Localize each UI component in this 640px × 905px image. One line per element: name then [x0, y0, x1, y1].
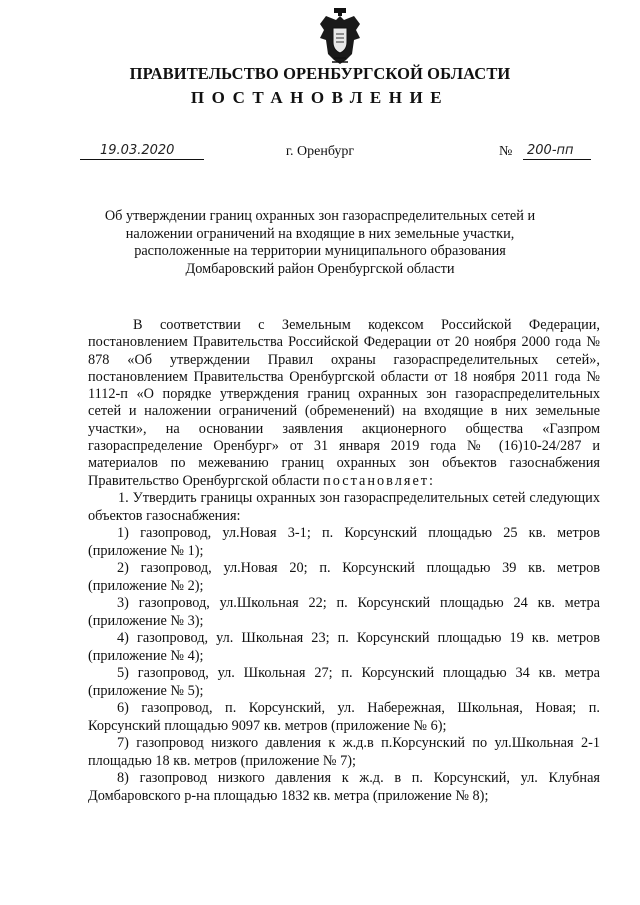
list-item: 8) газопровод низкого давления к ж.д. в п. Корсунский, ул. Клубная Домбаровского р-на площадью 1832 кв. метра (приложение № 8); [88, 770, 600, 804]
number-value: 200-пп [527, 143, 574, 158]
list-item: 4) газопровод, ул. Школьная 23; п. Корсунский площадью 19 кв. метров (приложение № 4); [88, 630, 600, 664]
point-1: 1. Утвердить границы охранных зон газораспределительных сетей следующих объектов газоснабжения: [88, 490, 600, 524]
document-type: ПОСТАНОВЛЕНИЕ [190, 88, 450, 107]
list-item: 3) газопровод, ул.Школьная 22; п. Корсунский площадью 24 кв. метра (приложение № 3); [88, 595, 600, 629]
date-value: 19.03.2020 [100, 143, 175, 158]
preamble-text: В соответствии с Земельным кодексом Российской Федерации, постановлением Правительства Российской Федерации от 20 ноября 2000 года № 878 «Об утверждении Правил охраны газораспределительных сетей», постановлением Правительства Оренбургской области от 18 ноября 2011 года № 1112-п «О порядке утверждения границ охранных зон газораспределительных сетей и наложении ограничений (обременений) на входящие в них земельные участки», на основании заявления акционерного общества «Газпром газораспределение Оренбург» от 31 января 2019 года № (16)10-24/287 и материалов по межеванию границ охранных зон объектов газоснабжения Правительство Оренбургской области [88, 317, 600, 489]
preamble-paragraph [88, 317, 600, 490]
list-item: 6) газопровод, п. Корсунский, ул. Набережная, Школьная, Новая; п. Корсунский площадью 9097 кв. метров (приложение № 6); [88, 700, 600, 734]
government-title: ПРАВИТЕЛЬСТВО ОРЕНБУРГСКОЙ ОБЛАСТИ [129, 64, 511, 83]
number-underline [523, 159, 591, 160]
list-item: 2) газопровод, ул.Новая 20; п. Корсунский площадью 39 кв. метров (приложение № 2); [88, 560, 600, 594]
document-city: г. Оренбург [285, 144, 355, 159]
list-item: 1) газопровод, ул.Новая 3-1; п. Корсунский площадью 25 кв. метров (приложение № 1); [88, 525, 600, 559]
coat-of-arms-icon [318, 8, 362, 68]
document-body [88, 317, 600, 805]
document-number [499, 143, 591, 161]
document-subject: Об утверждении границ охранных зон газораспределительных сетей и наложении ограничений на входящие в них земельные участки, расположенные на территории муниципального образования Домбаровский район Оренбургской области [104, 208, 536, 277]
list-item: 7) газопровод низкого давления к ж.д.в п.Корсунский по ул.Школьная 2-1 площадью 18 кв. метров (приложение № 7); [88, 735, 600, 769]
list-item: 5) газопровод, ул. Школьная 27; п. Корсунский площадью 34 кв. метра (приложение № 5); [88, 665, 600, 699]
number-sign: № [499, 144, 513, 159]
decree-word: постановляет: [323, 472, 436, 489]
